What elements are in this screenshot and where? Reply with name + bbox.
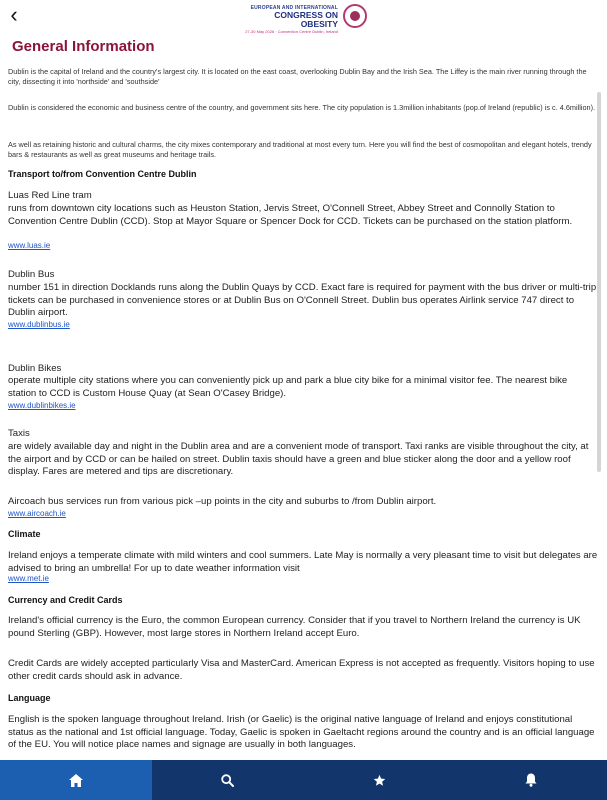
luas-title: Luas Red Line tram	[8, 190, 92, 201]
currency-text-1: Ireland's official currency is the Euro, the common European currency. Consider that if you travel to Northern Ireland the currency is UK pound Sterling (GBP). However, most large stores in Northern Ireland accept Euro.	[8, 615, 581, 639]
tab-search[interactable]	[152, 760, 304, 800]
bus-link[interactable]: www.dublinbus.ie	[8, 320, 70, 329]
transport-heading: Transport to/from Convention Centre Dublin	[8, 169, 197, 179]
currency-text-2: Credit Cards are widely accepted particularly Visa and MasterCard. American Express is not accepted as frequently. Visitors hoping to use other credit cards should ask in advance.	[8, 658, 595, 682]
aircoach-link[interactable]: www.aircoach.ie	[8, 509, 66, 518]
logo-line-2: CONGRESS ON OBESITY	[274, 10, 338, 29]
tab-notifications[interactable]	[455, 760, 607, 800]
top-bar	[0, 0, 607, 32]
tab-favourites[interactable]	[304, 760, 456, 800]
language-heading: Language	[8, 693, 51, 703]
search-icon	[221, 774, 234, 787]
bus-title: Dublin Bus	[8, 269, 55, 280]
star-icon	[373, 774, 386, 787]
luas-link[interactable]: www.luas.ie	[8, 241, 51, 250]
climate-text: Ireland enjoys a temperate climate with mild winters and cool summers. Late May is normally a very pleasant time to visit but delegates are advised to bring an umbrella! For up to date weather information visit	[8, 550, 598, 574]
logo-seal-icon	[343, 4, 367, 28]
climate-link[interactable]: www.met.ie	[8, 574, 49, 583]
bottom-tab-bar	[0, 760, 607, 800]
intro-paragraph-2: Dublin is considered the economic and business centre of the country, and government sits here. The city population is 1.3million inhabitants (pop.of Ireland (republic) is c. 4.6million).	[8, 103, 596, 112]
tab-home[interactable]	[0, 760, 152, 800]
climate-heading: Climate	[8, 529, 41, 539]
taxis-title: Taxis	[8, 428, 30, 439]
logo-line-1: EUROPEAN AND INTERNATIONAL	[250, 5, 338, 11]
bell-icon	[525, 773, 537, 787]
intro-paragraph-1: Dublin is the capital of Ireland and the country's largest city. It is located on the east coast, overlooking Dublin Bay and the Irish Sea. The Liffey is the main river running through the city, dissecting it into 'northside' and 'southside'	[8, 67, 587, 86]
bikes-title: Dublin Bikes	[8, 363, 62, 374]
language-text: English is the spoken language throughout Ireland. Irish (or Gaelic) is the original native language of Ireland and enjoys constitutional status as the national and 1st official language. Today, Gaelic is spoken in Gaeltacht regions around the country and is an official language of the EU. You will notice place names and signage are usually in both languages.	[8, 714, 595, 750]
logo-line-3: 27-30 May 2026 · Convention Centre Dublin, Ireland	[245, 29, 338, 34]
luas-text: runs from downtown city locations such as Heuston Station, Jervis Street, O'Connell Street, Abbey Street and Connolly Station to Convention Centre Dublin (CCD). Stop at Mayor Square or Spencer Dock for CCD. Tickets can be purchased on the station platform.	[8, 203, 573, 227]
intro-paragraph-3: As well as retaining historic and cultural charms, the city mixes contemporary and traditional at most every turn. Here you will find the best of cosmopolitan and elegant hotels, trendy bars & restaurants as well as great museums and heritage trails.	[8, 140, 592, 159]
content-scroll-area[interactable]	[0, 32, 607, 760]
bikes-text: operate multiple city stations where you can conveniently pick up and park a blue city bike for a minimal visitor fee. The nearest bike station to CCD is Custom House Quay (at Sean O'Casey Bridge).	[8, 375, 568, 399]
page-title: General Information	[12, 38, 155, 55]
taxis-text: are widely available day and night in the Dublin area and are a convenient mode of transport. Taxi ranks are visible throughout the city, at the airport and by CCD or can be hailed on street. Dublin taxis should have a green and blue sticker along the door and a yellow roof display. Fares are metered and tips are discretionary.	[8, 441, 589, 477]
home-icon	[69, 774, 83, 787]
congress-logo	[240, 5, 372, 34]
currency-heading: Currency and Credit Cards	[8, 595, 123, 605]
bus-text: number 151 in direction Docklands runs along the Dublin Quays by CCD. Exact fare is required for payment with the bus driver or multi-trip tickets can be purchased in convenience stores or at Dublin Bus on O'Connell Street. Dublin bus operates Airlink service 747 direct to Dublin airport.	[8, 282, 597, 318]
aircoach-text: Aircoach bus services run from various pick –up points in the city and suburbs to /from Dublin airport.	[8, 496, 437, 507]
scrollbar[interactable]	[597, 92, 601, 472]
back-button[interactable]: ‹	[10, 2, 18, 27]
bikes-link[interactable]: www.dublinbikes.ie	[8, 401, 76, 410]
